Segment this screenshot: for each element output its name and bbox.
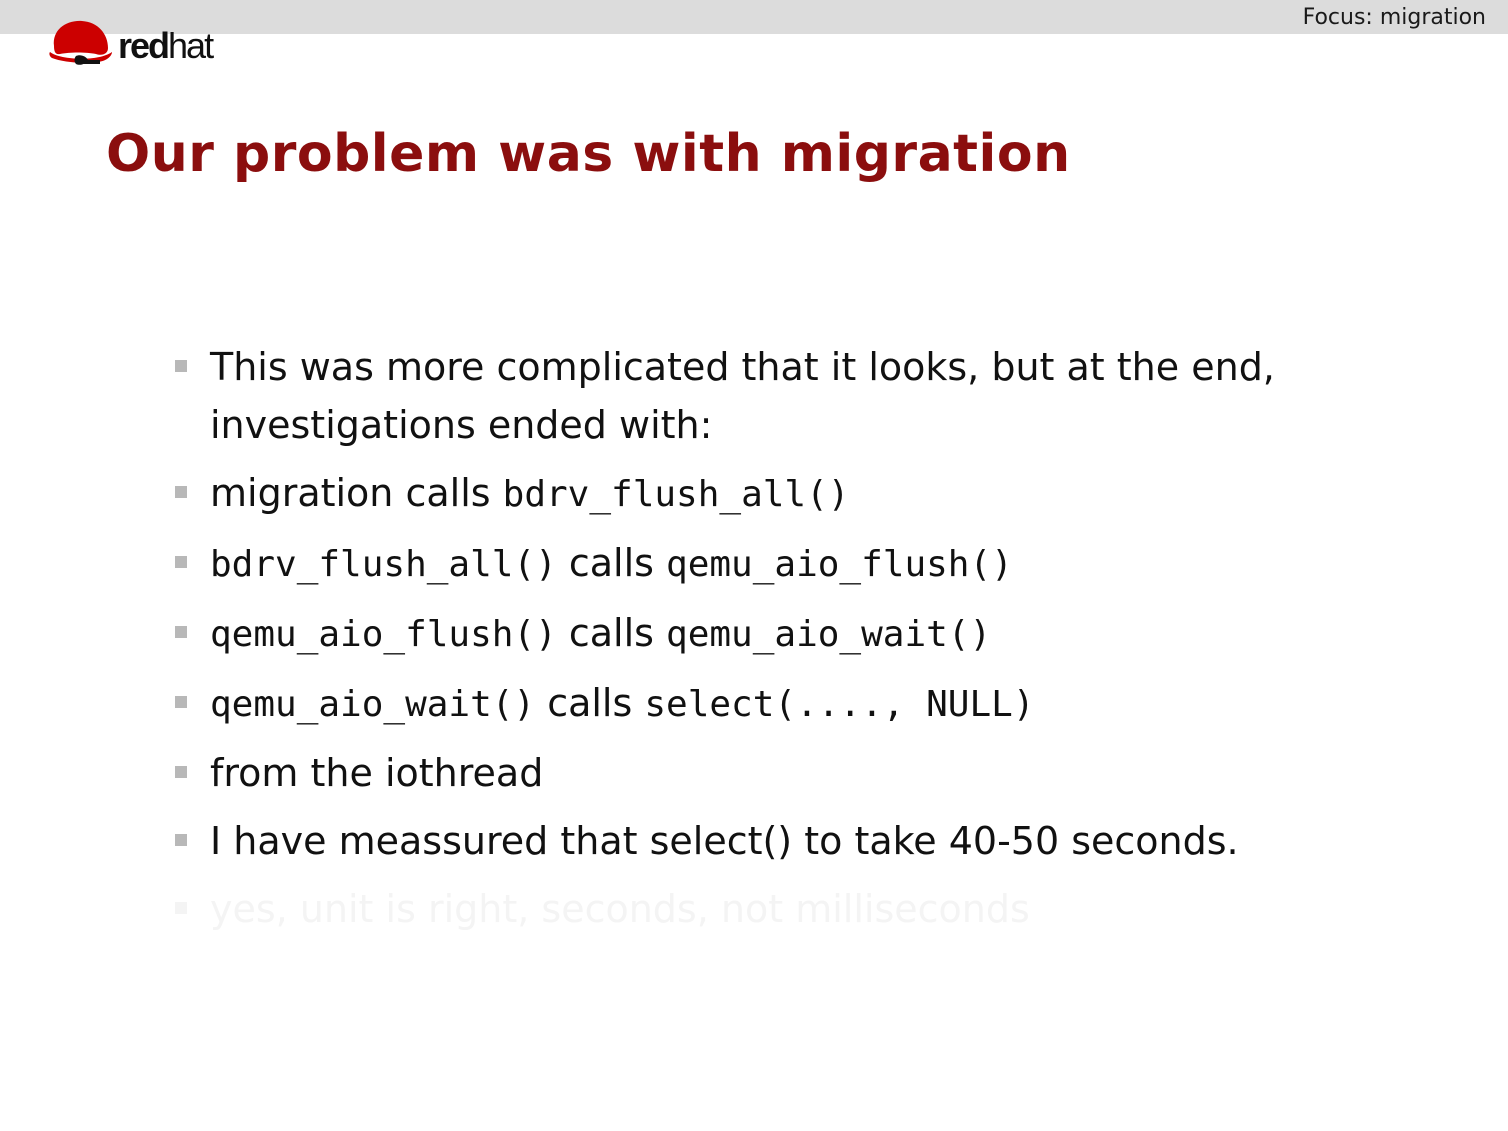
bullet-item: qemu_aio_wait() calls select(...., NULL)	[170, 674, 1390, 734]
redhat-logo	[46, 16, 246, 72]
bullet-marker-icon	[175, 902, 187, 914]
code-span: bdrv_flush_all()	[210, 544, 557, 585]
bullet-marker-icon	[175, 360, 187, 372]
code-span: select(...., NULL)	[644, 684, 1035, 725]
bullet-marker-icon	[175, 834, 187, 846]
bullet-item: bdrv_flush_all() calls qemu_aio_flush()	[170, 534, 1390, 594]
bullet-item: This was more complicated that it looks, but at the end, investigations ended with:	[170, 338, 1390, 454]
bullet-marker-icon	[175, 766, 187, 778]
bullet-list	[170, 338, 1390, 948]
section-label: Focus: migration	[1302, 5, 1486, 30]
bullet-marker-icon	[175, 696, 187, 708]
code-span: qemu_aio_wait()	[210, 684, 536, 725]
code-span: qemu_aio_flush()	[210, 614, 557, 655]
bullet-item: from the iothread	[170, 744, 1390, 802]
bullet-item: qemu_aio_flush() calls qemu_aio_wait()	[170, 604, 1390, 664]
bullet-marker-icon	[175, 486, 187, 498]
code-span: qemu_aio_flush()	[666, 544, 1013, 585]
bullet-marker-icon	[175, 626, 187, 638]
bullet-marker-icon	[175, 556, 187, 568]
bullet-item: migration calls bdrv_flush_all()	[170, 464, 1390, 524]
code-span: qemu_aio_wait()	[666, 614, 992, 655]
bullet-item-hidden: yes, unit is right, seconds, not milliseconds	[170, 880, 1390, 938]
code-span: bdrv_flush_all()	[502, 474, 850, 515]
slide-title: Our problem was with migration	[106, 124, 1071, 184]
logo-wordmark: redhat	[118, 25, 213, 66]
bullet-item: I have meassured that select() to take 40-50 seconds.	[170, 812, 1390, 870]
shadowman-hat-icon	[46, 16, 116, 72]
